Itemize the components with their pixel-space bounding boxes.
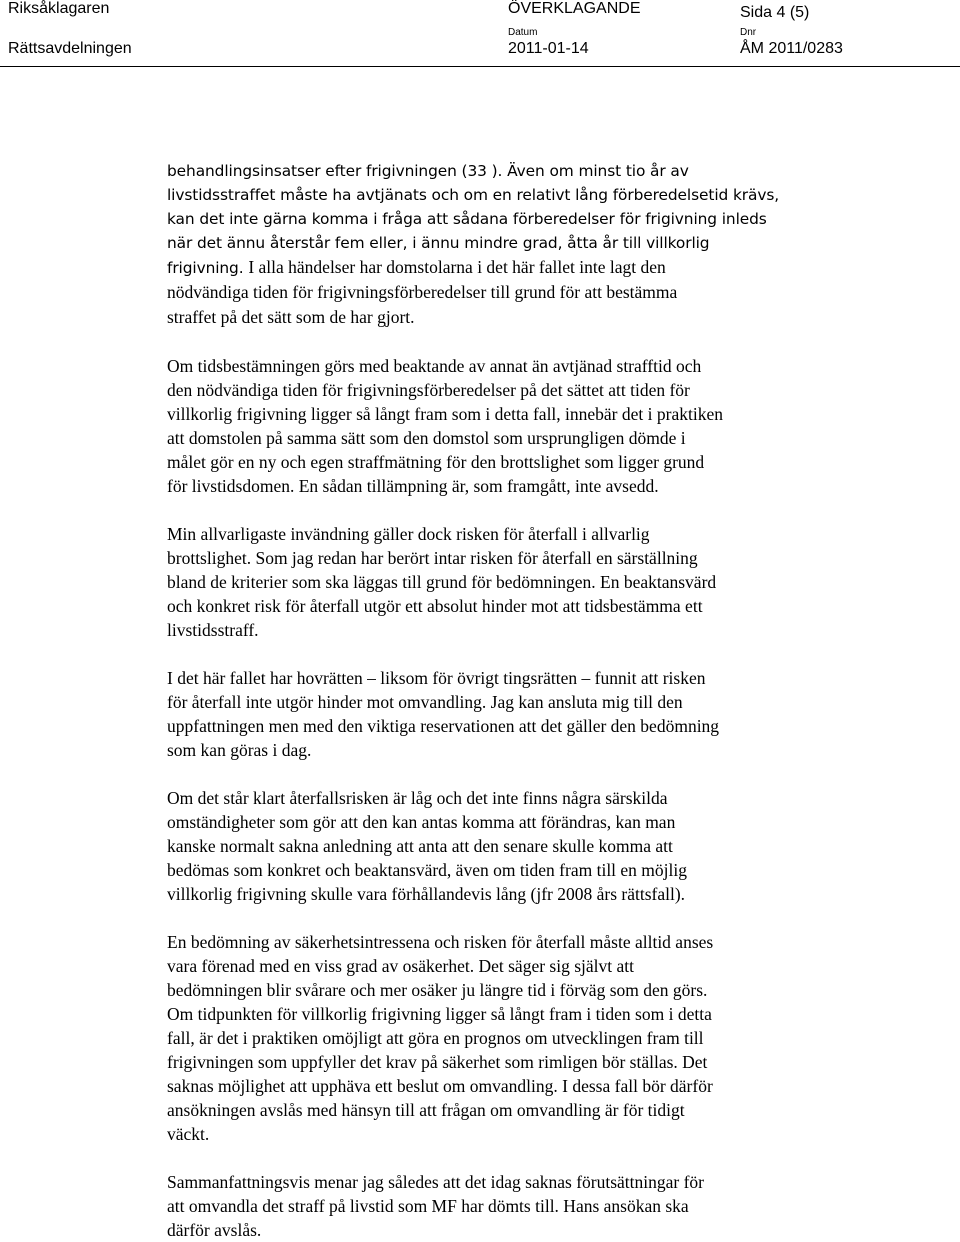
text-line: frigivningen som uppfyller det krav på säkerhet som rimligen bör ställas. Det <box>167 1052 708 1072</box>
dnr-label: Dnr <box>740 27 757 38</box>
document-date: 2011-01-14 <box>508 40 589 57</box>
letterhead <box>0 0 960 64</box>
text-line: brottslighet. Som jag redan har berört intar risken för återfall en särställning <box>167 548 698 568</box>
text-line: för livstidsdomen. En sådan tillämpning är, som framgått, inte avsedd. <box>167 476 659 496</box>
text-line: när det ännu återstår fem eller, i ännu mindre grad, åtta år till villkorlig <box>167 234 710 252</box>
text-line: frigivning. <box>167 259 244 277</box>
text-line: bedömningen blir svårare och mer osäker ju längre tid i förväg som den görs. <box>167 980 708 1000</box>
text-line: ansökningen avslås med hänsyn till att frågan om omvandling är för tidigt <box>167 1100 685 1120</box>
page-number: Sida 4 (5) <box>740 4 810 21</box>
text-line: bland de kriterier som ska läggas till grund för bedömningen. En beaktansvärd <box>167 572 717 592</box>
text-line: väckt. <box>167 1124 210 1144</box>
text-line: Om tidsbestämningen görs med beaktande av annat än avtjänad strafftid och <box>167 356 702 376</box>
text-line: målet gör en ny och egen straffmätning för den brottslighet som ligger grund <box>167 452 705 472</box>
paragraph <box>167 930 837 1146</box>
document-type: ÖVERKLAGANDE <box>508 0 641 17</box>
text-line: därför avslås. <box>167 1220 262 1240</box>
text-line: och konkret risk för återfall utgör ett absolut hinder mot att tidsbestämma ett <box>167 596 703 616</box>
text-line: kanske normalt sakna anledning att anta att den senare skulle komma att <box>167 836 673 856</box>
text-line: I alla händelser har domstolarna i det här fallet inte lagt den <box>248 257 666 277</box>
text-line: En bedömning av säkerhetsintressena och risken för återfall måste alltid anses <box>167 932 714 952</box>
paragraph <box>167 159 837 330</box>
paragraph <box>167 522 837 642</box>
text-line: som kan göras i dag. <box>167 740 312 760</box>
text-line: kan det inte gärna komma i fråga att sådana förberedelser för frigivning inleds <box>167 210 767 228</box>
text-line: vara förenad med en viss grad av osäkerhet. Det säger sig självt att <box>167 956 634 976</box>
text-line: Om tidpunkten för villkorlig frigivning ligger så långt fram i tiden som i detta <box>167 1004 712 1024</box>
text-line: att domstolen på samma sätt som den domstol som ursprungligen dömde i <box>167 428 686 448</box>
document-body <box>167 159 837 1242</box>
text-line: villkorlig frigivning skulle vara förhållandevis lång (jfr 2008 års rättsfall). <box>167 884 686 904</box>
text-line: uppfattningen men med den viktiga reservationen att det gäller den bedömning <box>167 716 720 736</box>
text-line: villkorlig frigivning ligger så långt fram som i detta fall, innebär det i praktiken <box>167 404 723 424</box>
text-line: livstidsstraffet måste ha avtjänats och om en relativt lång förberedelsetid krävs, <box>167 186 780 204</box>
paragraph <box>167 786 837 906</box>
text-line: Sammanfattningsvis menar jag således att det idag saknas förutsättningar för <box>167 1172 705 1192</box>
paragraph <box>167 354 837 498</box>
text-line: I det här fallet har hovrätten – liksom för övrigt tingsrätten – funnit att risken <box>167 668 706 688</box>
text-line: nödvändiga tiden för frigivningsförberedelser till grund för att bestämma <box>167 282 678 302</box>
text-line: behandlingsinsatser efter frigivningen (33 ). Även om minst tio år av <box>167 162 689 180</box>
paragraph <box>167 1170 837 1242</box>
text-line: straffet på det sätt som de har gjort. <box>167 307 415 327</box>
text-line: omständigheter som gör att den kan antas komma att förändras, kan man <box>167 812 676 832</box>
text-line: saknas möjlighet att upphäva ett beslut om omvandling. I dessa fall bör därför <box>167 1076 713 1096</box>
text-line: att omvandla det straff på livstid som MF har dömts till. Hans ansökan ska <box>167 1196 689 1216</box>
text-line: Min allvarligaste invändning gäller dock risken för återfall i allvarlig <box>167 524 650 544</box>
authority-name: Riksåklagaren <box>8 0 110 17</box>
text-line: Om det står klart återfallsrisken är låg och det inte finns några särskilda <box>167 788 668 808</box>
case-number: ÅM 2011/0283 <box>740 40 843 57</box>
text-line: bedömas som konkret och beaktansvärd, även om tiden fram till en möjlig <box>167 860 688 880</box>
text-line: livstidsstraff. <box>167 620 259 640</box>
text-line: fall, är det i praktiken omöjligt att göra en prognos om utvecklingen fram till <box>167 1028 704 1048</box>
department-name: Rättsavdelningen <box>8 40 132 57</box>
date-label: Datum <box>508 27 538 38</box>
text-line: för återfall inte utgör hinder mot omvandling. Jag kan ansluta mig till den <box>167 692 683 712</box>
paragraph <box>167 666 837 762</box>
text-line: den nödvändiga tiden för frigivningsförberedelser på det sättet att tiden för <box>167 380 690 400</box>
header-divider <box>0 66 960 67</box>
